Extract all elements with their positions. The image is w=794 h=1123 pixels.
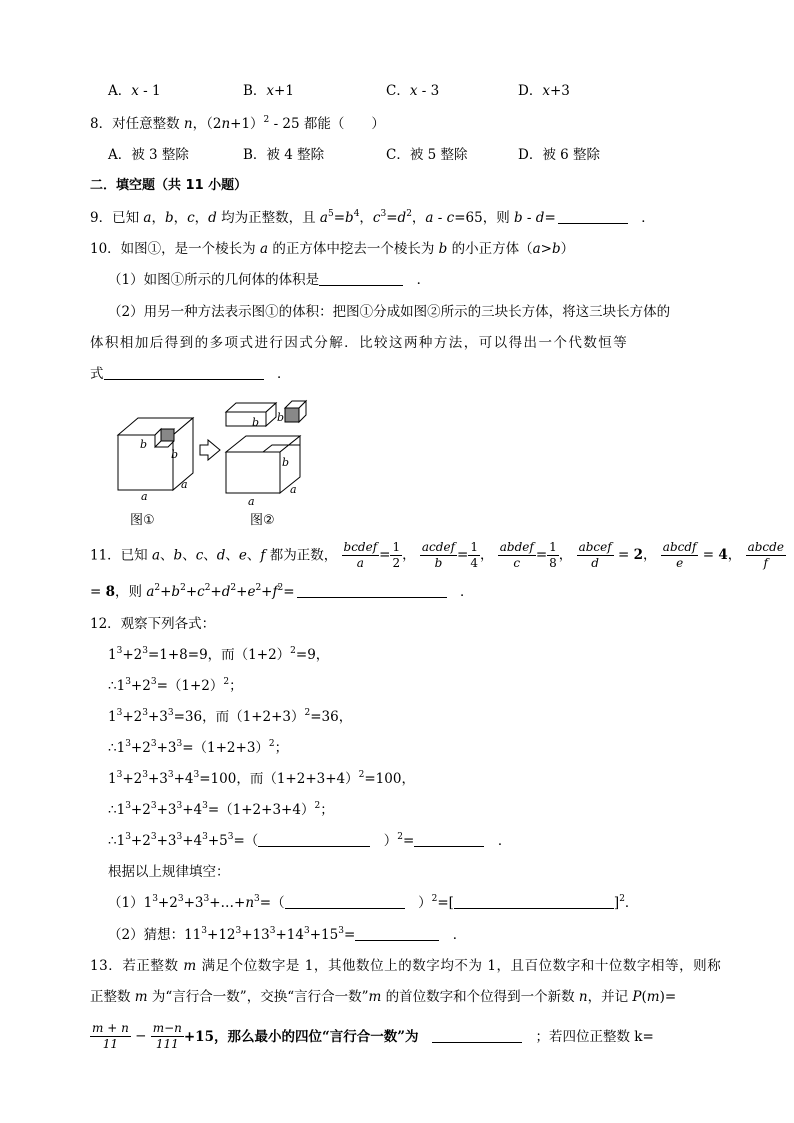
q10-part2-line3: 式 ． bbox=[90, 366, 291, 382]
fig2-label-a-right: a bbox=[290, 483, 297, 496]
q12-line6: $\therefore 1^3+2^3+3^3+4^3=(1+2+3+4)^2$； bbox=[108, 801, 334, 818]
fig1-label-a-bottom: a bbox=[141, 490, 148, 503]
q10-part1: （1）如图①所示的几何体的体积是 ． bbox=[108, 272, 431, 288]
q12-part1: $(1)1^3+2^3+3^3+\dots+n^3=$（ ）$^2$=[ ]$^2$． bbox=[108, 894, 639, 911]
fig2-caption: 图② bbox=[250, 513, 275, 528]
q13-frac1: $\frac{m + n}{11}$ bbox=[92, 1021, 129, 1051]
fig2-label-a-bottom: a bbox=[248, 495, 255, 508]
q11-line2: = 8，则 $a^2+b^2+c^2+d^2+e^2+f^2=$ ． bbox=[90, 583, 474, 600]
q13-answer-blank[interactable] bbox=[432, 1028, 522, 1043]
q13-line3: $\frac{m + n}{11}$ − $\frac{m-n}{111}$ +15，那么最小的四位“言行合一数”为 ；若四位正整数 k= bbox=[92, 1021, 654, 1051]
q7-option-b: B．x+1 bbox=[243, 83, 294, 99]
q12-part2-blank[interactable] bbox=[355, 926, 439, 941]
q12-part2: （2）猜想：$11^3+12^3+13^3+14^3+15^3=$ ． bbox=[108, 926, 467, 943]
q11-frac1: $\frac{\text{bcdef}}{a}$ bbox=[343, 540, 378, 570]
fig1-label-b-right: b bbox=[171, 448, 179, 461]
q11-frac5: $\frac{\text{abcdf}}{e}$ bbox=[662, 540, 697, 570]
q12-line1: $1^3+2^3=1+8=9$，而$(1+2)^2=9$， bbox=[108, 646, 330, 663]
fig1-caption: 图① bbox=[130, 513, 155, 528]
q12-line4: $\therefore 1^3+2^3+3^3=(1+2+3)^2$； bbox=[108, 739, 289, 756]
q13-line1: 13．若正整数 m 满足个位数字是 1，其他数位上的数字均不为 1，且百位数字和十位数字相等，则称 bbox=[90, 958, 722, 974]
q10-part1-blank[interactable] bbox=[319, 271, 403, 286]
q9-text: 9．已知 a，b，c，d 均为正整数，且 $a^5=b^4$，$c^3=d^2$，a - c=65，则 b - d= ． bbox=[90, 209, 655, 226]
q8-option-a: A．被 3 整除 bbox=[108, 147, 189, 163]
q8-stem: 8．对任意整数 n，$(2n+1)^2 - 25$ 都能（ ） bbox=[90, 115, 385, 132]
q12-line7-blank1[interactable] bbox=[258, 832, 370, 847]
q8-option-b: B．被 4 整除 bbox=[243, 147, 325, 163]
fig2-label-b-small: b bbox=[277, 411, 285, 424]
q10-figure bbox=[108, 390, 318, 530]
fig1-label-b-left: b bbox=[140, 438, 148, 451]
q8-option-d: D．被 6 整除 bbox=[518, 147, 600, 163]
fig2-label-b-lower: b bbox=[282, 456, 290, 469]
q7-option-a: A．x - 1 bbox=[108, 83, 161, 99]
q7-option-d: D．x+3 bbox=[518, 83, 570, 99]
q11-answer-blank[interactable] bbox=[297, 583, 447, 598]
q12-stem: 12．观察下列各式： bbox=[90, 616, 216, 632]
q11-frac3: $\frac{\text{abdef}}{c}$ bbox=[499, 540, 534, 570]
fig2-label-b: b bbox=[252, 416, 260, 429]
q10-stem: 10．如图①，是一个棱长为 a 的正方体中挖去一个棱长为 b 的小正方体（a>b） bbox=[90, 241, 575, 257]
q12-line5: $1^3+2^3+3^3+4^3=100$，而$(1+2+3+4)^2=100$， bbox=[108, 770, 415, 787]
q11-line1: 11．已知 a、b、c、d、e、f 都为正数， $\frac{\text{bcdef}}{a}$ = $\frac{1}{2}$ ， $\frac{\text{acdef}}{b}$ = $\frac{1}{4}$ ， $\frac{\text{abdef}}{c}$ = $\frac{1}{8}$ ， $\frac{\text{abcef}}{d}$ = 2， $\frac{\text{abcdf}}{e}$ = 4， $\frac{\text{abcde}}{f}$ bbox=[90, 540, 784, 570]
q8-option-c: C．被 5 整除 bbox=[386, 147, 468, 163]
q11-frac2: $\frac{\text{acdef}}{b}$ bbox=[421, 540, 456, 570]
q12-line2: $\therefore 1^3+2^3=(1+2)^2$； bbox=[108, 677, 243, 694]
q12-line7: $\therefore 1^3+2^3+3^3+4^3+5^3=$（ ）$^2$= ． bbox=[108, 832, 512, 849]
q10-part2-blank[interactable] bbox=[104, 365, 264, 380]
q12-part1-blank1[interactable] bbox=[285, 894, 405, 909]
q9-answer-blank[interactable] bbox=[558, 209, 628, 224]
q12-part1-blank2[interactable] bbox=[454, 894, 614, 909]
q12-line7-blank2[interactable] bbox=[414, 832, 484, 847]
section-title: 二．填空题（共 11 小题） bbox=[90, 178, 248, 193]
q13-frac2: $\frac{m-n}{111}$ bbox=[152, 1021, 182, 1051]
q7-option-c: C．x - 3 bbox=[386, 83, 440, 99]
q12-line3: $1^3+2^3+3^3=36$，而$(1+2+3)^2=36$， bbox=[108, 708, 353, 725]
q10-part2-line1: （2）用另一种方法表示图①的体积：把图①分成如图②所示的三块长方体，将这三块长方体的 bbox=[108, 304, 671, 320]
q13-line2: 正整数 m 为“言行合一数”，交换“言行合一数”m 的首位数字和个位得到一个新数 n，并记 P(m)= bbox=[90, 989, 677, 1005]
q11-frac6: $\frac{\text{abcde}}{f}$ bbox=[747, 540, 784, 570]
fig1-label-a-right: a bbox=[181, 478, 188, 491]
q12-rule-text: 根据以上规律填空： bbox=[108, 864, 230, 880]
q11-frac4: $\frac{\text{abcef}}{d}$ bbox=[578, 540, 612, 570]
q10-part2-line2: 体积相加后得到的多项式进行因式分解．比较这两种方法，可以得出一个代数恒等 bbox=[90, 335, 629, 351]
